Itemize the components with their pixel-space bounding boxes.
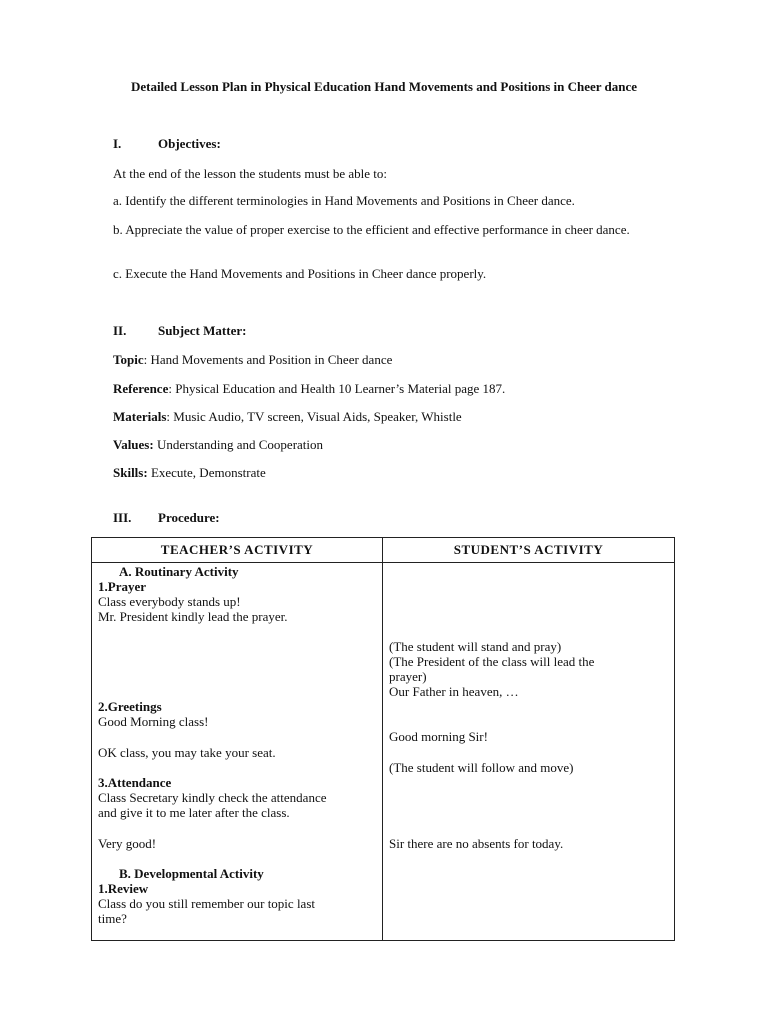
document-title: Detailed Lesson Plan in Physical Education Hand Movements and Positions in Cheer dance — [130, 79, 638, 94]
teacher-line: time? — [98, 911, 127, 926]
greetings-heading: 2.Greetings — [98, 699, 162, 714]
section-number: II. — [113, 323, 127, 338]
procedure-table — [91, 537, 675, 941]
skills-field — [113, 464, 678, 481]
teacher-activity-header: TEACHER’S ACTIVITY — [92, 538, 383, 563]
field-separator: : — [143, 352, 148, 367]
subject-matter-heading — [113, 323, 246, 339]
teacher-line: OK class, you may take your seat. — [98, 745, 276, 760]
routinary-activity-heading: A. Routinary Activity — [119, 564, 239, 579]
field-value: Execute, Demonstrate — [147, 465, 266, 480]
student-activity-header: STUDENT’S ACTIVITY — [383, 538, 675, 563]
values-field — [113, 436, 678, 453]
field-value: Understanding and Cooperation — [153, 437, 324, 452]
section-title: Procedure: — [158, 510, 220, 525]
attendance-heading: 3.Attendance — [98, 775, 172, 790]
student-line: Our Father in heaven, … — [389, 684, 519, 699]
prayer-heading: 1.Prayer — [98, 579, 147, 594]
teacher-line: Mr. President kindly lead the prayer. — [98, 609, 288, 624]
section-title: Subject Matter: — [158, 323, 247, 338]
review-heading: 1.Review — [98, 881, 149, 896]
table-header-row — [92, 538, 675, 563]
field-label: Topic — [113, 352, 144, 367]
objectives-heading — [113, 136, 221, 152]
developmental-activity-heading: B. Developmental Activity — [119, 866, 264, 881]
student-line: prayer) — [389, 669, 427, 684]
teacher-line: and give it to me later after the class. — [98, 805, 290, 820]
teacher-line: Class everybody stands up! — [98, 594, 241, 609]
teacher-activity-cell — [92, 563, 383, 941]
teacher-line: Very good! — [98, 836, 157, 851]
topic-field — [113, 351, 678, 368]
section-number: III. — [113, 510, 132, 525]
student-line: (The student will stand and pray) — [389, 639, 562, 654]
field-label: Reference — [113, 381, 169, 396]
section-number: I. — [113, 136, 122, 151]
student-line: Good morning Sir! — [389, 729, 488, 744]
teacher-line: Class Secretary kindly check the attendance — [98, 790, 327, 805]
field-value: Physical Education and Health 10 Learner’s Material page 187. — [171, 381, 506, 396]
procedure-heading — [113, 510, 220, 526]
objective-item: b. Appreciate the value of proper exercise to the efficient and effective performance in cheer dance. — [113, 222, 630, 237]
field-separator: : — [166, 409, 171, 424]
field-value: Hand Movements and Position in Cheer dance — [147, 352, 393, 367]
field-label: Skills: — [113, 465, 148, 480]
objective-item: a. Identify the different terminologies in Hand Movements and Positions in Cheer dance. — [113, 193, 575, 208]
section-title: Objectives: — [158, 136, 221, 151]
student-line: Sir there are no absents for today. — [389, 836, 564, 851]
student-line: (The President of the class will lead the — [389, 654, 595, 669]
materials-field — [113, 408, 678, 425]
field-label: Values: — [113, 437, 154, 452]
objectives-intro: At the end of the lesson the students must be able to: — [113, 166, 388, 181]
field-value: Music Audio, TV screen, Visual Aids, Speaker, Whistle — [170, 409, 462, 424]
teacher-line: Class do you still remember our topic last — [98, 896, 315, 911]
student-line: (The student will follow and move) — [389, 760, 574, 775]
teacher-line: Good Morning class! — [98, 714, 209, 729]
objective-item: c. Execute the Hand Movements and Positions in Cheer dance properly. — [113, 266, 487, 281]
student-activity-cell — [383, 563, 675, 941]
reference-field — [113, 380, 678, 397]
table-row — [92, 563, 675, 941]
field-separator: : — [168, 381, 172, 396]
field-label: Materials — [113, 409, 167, 424]
